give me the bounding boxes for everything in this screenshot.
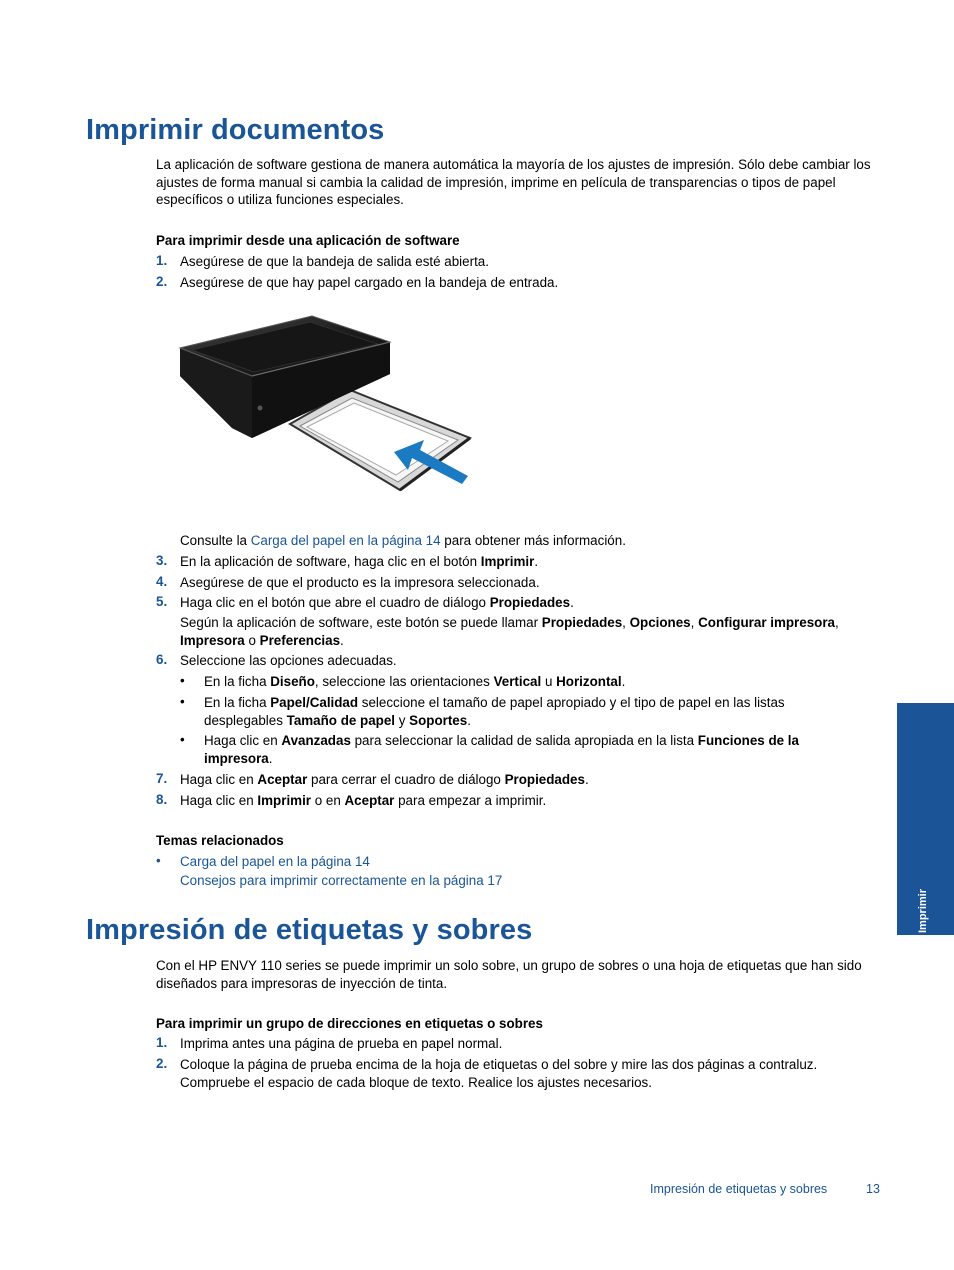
text-run: seleccione el tamaño de papel apropiado y el tipo de papel en las listas desplegables	[204, 695, 785, 728]
ui-term: Papel/Calidad	[270, 695, 359, 710]
bullet-text	[204, 673, 864, 691]
related-link[interactable]: Carga del papel en la página 14	[180, 854, 370, 869]
consult-pre: Consulte la	[180, 533, 251, 548]
ui-term: Propiedades	[489, 595, 571, 610]
related-bullet-icon: •	[156, 853, 161, 868]
ui-term: Tamaño de papel	[286, 712, 396, 728]
text-run: .	[621, 674, 626, 689]
text-run: o	[244, 632, 260, 648]
related-link[interactable]: Consejos para imprimir correctamente en la página 17	[180, 873, 503, 888]
procedure-heading: Para imprimir un grupo de direcciones en etiquetas o sobres	[156, 1016, 543, 1031]
ui-term: Funciones de la impresora	[204, 733, 799, 766]
step-text: Seleccione las opciones adecuadas.	[180, 653, 397, 668]
related-heading: Temas relacionados	[156, 833, 284, 848]
step-text	[180, 594, 860, 612]
text-run: .	[570, 595, 574, 610]
bullet-text	[204, 732, 864, 767]
section-title: Impresión de etiquetas y sobres	[86, 914, 533, 946]
bullet-text	[204, 694, 864, 729]
ui-term: Preferencias	[259, 632, 341, 648]
text-run: ,	[835, 615, 839, 630]
step-number: 1.	[156, 1035, 168, 1050]
text-run: .	[584, 772, 589, 787]
ui-term: Imprimir	[257, 793, 311, 808]
consult-note	[180, 532, 860, 550]
text-run: En la aplicación de software, haga clic en el botón	[180, 554, 481, 569]
step-number: 6.	[156, 652, 168, 667]
step-text: Coloque la página de prueba encima de la hoja de etiquetas o del sobre y mire las dos páginas a contraluz. Compruebe el espacio de cada bloque de texto. Realice los ajustes necesarios.	[180, 1057, 818, 1090]
consult-link[interactable]: Carga del papel en la página 14	[250, 533, 441, 548]
text-run: para seleccionar la calidad de salida apropiada en la lista	[350, 733, 698, 748]
step-number: 3.	[156, 553, 168, 568]
text-run: Haga clic en	[180, 793, 258, 808]
ui-term: Configurar impresora	[698, 615, 836, 630]
consult-post: para obtener más información.	[440, 533, 626, 548]
ui-term: Aceptar	[344, 793, 395, 808]
step-text	[180, 553, 860, 571]
text-run: Haga clic en	[204, 733, 282, 748]
ui-term: Propiedades	[541, 615, 623, 630]
text-run: En la ficha	[204, 674, 271, 689]
step-number: 8.	[156, 792, 168, 807]
ui-term: Propiedades	[504, 772, 585, 787]
chapter-tab-label: Imprimir	[917, 888, 929, 933]
step-text: Asegúrese de que el producto es la impresora seleccionada.	[180, 575, 540, 590]
step-text	[180, 792, 860, 810]
step-number: 1.	[156, 253, 168, 268]
ui-term: Opciones	[629, 615, 691, 630]
bullet-icon: •	[180, 732, 185, 747]
ui-term: Impresora	[180, 632, 245, 648]
step-number: 7.	[156, 771, 168, 786]
step-note	[180, 614, 840, 649]
page-number: 13	[866, 1182, 880, 1196]
ui-term: Vertical	[493, 674, 542, 689]
text-run: En la ficha	[204, 695, 271, 710]
text-run: para cerrar el cuadro de diálogo	[307, 772, 505, 787]
bullet-icon: •	[180, 694, 185, 709]
text-run: y	[395, 712, 410, 728]
step-text	[180, 771, 860, 789]
text-run: .	[340, 632, 344, 648]
step-text: Imprima antes una página de prueba en papel normal.	[180, 1036, 503, 1051]
step-text: Asegúrese de que hay papel cargado en la bandeja de entrada.	[180, 275, 559, 290]
intro-paragraph: Con el HP ENVY 110 series se puede imprimir un solo sobre, un grupo de sobres o una hoja de etiquetas que han sido diseñados para impresoras de inyección de tinta.	[156, 958, 862, 991]
text-run: o en	[311, 793, 345, 808]
text-run: ,	[690, 615, 699, 630]
intro-paragraph: La aplicación de software gestiona de manera automática la mayoría de los ajustes de impresión. Sólo debe cambiar los ajustes de forma manual si cambia la calidad de impresión, imprime en película de transparencias o tipos de papel específicos o utiliza funciones especiales.	[156, 157, 871, 208]
step-number: 5.	[156, 594, 168, 609]
text-run: Haga clic en	[180, 772, 258, 787]
text-run: , seleccione las orientaciones	[314, 674, 494, 689]
chapter-tab	[897, 703, 954, 935]
text-run: para empezar a imprimir.	[394, 793, 547, 808]
text-run: u	[541, 674, 557, 689]
text-run: .	[268, 750, 273, 766]
ui-term: Horizontal	[556, 674, 622, 689]
text-run: Según la aplicación de software, este botón se puede llamar	[180, 615, 542, 630]
text-run: ,	[622, 615, 630, 630]
bullet-icon: •	[180, 673, 185, 688]
ui-term: Soportes	[409, 712, 468, 728]
text-run: .	[467, 712, 471, 728]
step-number: 2.	[156, 274, 168, 289]
ui-term: Aceptar	[257, 772, 308, 787]
ui-term: Imprimir	[480, 554, 535, 569]
step-text: Asegúrese de que la bandeja de salida esté abierta.	[180, 254, 489, 269]
step-number: 2.	[156, 1056, 168, 1071]
step-number: 4.	[156, 574, 168, 589]
ui-term: Avanzadas	[281, 733, 351, 748]
printer-illustration	[172, 312, 477, 504]
procedure-heading: Para imprimir desde una aplicación de software	[156, 233, 460, 248]
page-title: Imprimir documentos	[86, 114, 385, 146]
footer-section-name: Impresión de etiquetas y sobres	[650, 1182, 828, 1196]
ui-term: Diseño	[270, 674, 315, 689]
text-run: Haga clic en el botón que abre el cuadro de diálogo	[180, 595, 490, 610]
text-run: .	[534, 554, 539, 569]
